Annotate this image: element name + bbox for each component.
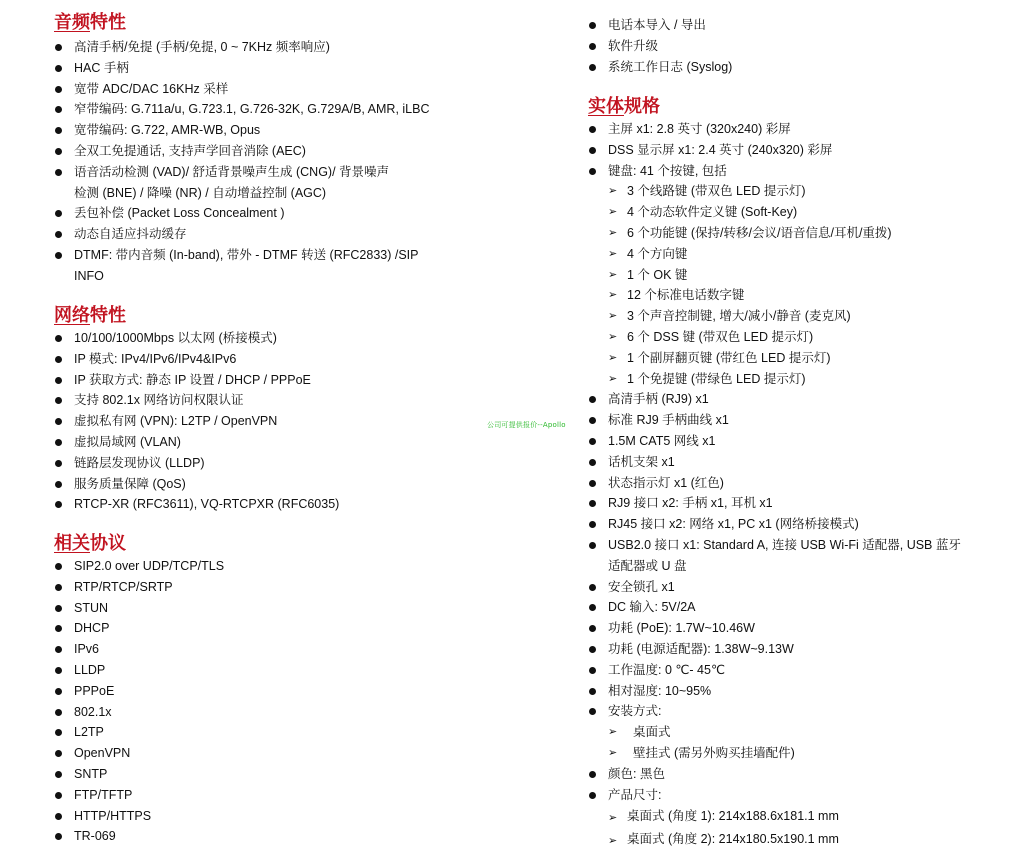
- list-item: 话机支架 x1: [588, 452, 1018, 473]
- section-protocols: [54, 533, 524, 847]
- sub-list-item: ➢ 12 个标准电话数字键: [588, 285, 1018, 306]
- list-item: 安装方式:: [588, 701, 1018, 722]
- list-item: RJ9 接口 x2: 手柄 x1, 耳机 x1: [588, 493, 1018, 514]
- list-item: RJ45 接口 x2: 网络 x1, PC x1 (网络桥接模式): [588, 514, 1018, 535]
- list-item: 系统工作日志 (Syslog): [588, 57, 1018, 78]
- list-item: 10/100/1000Mbps 以太网 (桥接模式): [54, 328, 524, 349]
- list-item: 全双工免提通话, 支持声学回音消除 (AEC): [54, 141, 524, 162]
- heading-specs: 实体规格: [588, 96, 660, 117]
- list-item: HTTP/HTTPS: [54, 806, 524, 827]
- sub-list-item: ➢ 4 个动态软件定义键 (Soft-Key): [588, 202, 1018, 223]
- list-item-line: USB2.0 接口 x1: Standard A, 连接 USB Wi-Fi 适配器, USB 蓝牙: [608, 537, 961, 552]
- sub-list-item: ➢ 1 个 OK 键: [588, 265, 1018, 286]
- sub-list-item: ➢ 壁挂式 (需另外购买挂墙配件): [588, 743, 1018, 764]
- list-item: [54, 245, 524, 287]
- list-item: 相对湿度: 10~95%: [588, 681, 1018, 702]
- list-item-line: DTMF: 带内音频 (In-band), 带外 - DTMF 转送 (RFC2833) /SIP: [74, 247, 419, 262]
- heading-network: 网络特性: [54, 305, 126, 326]
- heading-audio: 音频特性: [54, 12, 126, 33]
- list-item: 链路层发现协议 (LLDP): [54, 453, 524, 474]
- section-audio: [54, 12, 524, 287]
- list-item: 丢包补偿 (Packet Loss Concealment ): [54, 203, 524, 224]
- list-item: 软件升级: [588, 36, 1018, 57]
- list-item-line: INFO: [74, 268, 104, 283]
- sub-list-item: ➢ 1 个免提键 (带绿色 LED 提示灯): [588, 369, 1018, 390]
- list-item: IP 模式: IPv4/IPv6/IPv4&IPv6: [54, 349, 524, 370]
- list-item: DSS 显示屏 x1: 2.4 英寸 (240x320) 彩屏: [588, 140, 1018, 161]
- list-item: 键盘: 41 个按键, 包括: [588, 161, 1018, 182]
- list-item: 宽带 ADC/DAC 16KHz 采样: [54, 79, 524, 100]
- arrow-bullet-icon: ➢: [608, 206, 618, 219]
- list-item-line: 适配器或 U 盘: [608, 558, 687, 573]
- watermark: 公司可提供报价--Apollo: [487, 421, 566, 429]
- list-item-line: 语音活动检测 (VAD)/ 舒适背景噪声生成 (CNG)/ 背景噪声: [74, 164, 390, 179]
- sub-list-item: ➢ 桌面式 (角度 2): 214x180.5x190.1 mm: [588, 828, 1018, 851]
- arrow-bullet-icon: ➢: [608, 310, 618, 323]
- sub-list-item: ➢ 桌面式 (角度 1): 214x188.6x181.1 mm: [588, 805, 1018, 828]
- arrow-bullet-icon: ➢: [608, 726, 618, 739]
- list-item: TR-069: [54, 826, 524, 847]
- list-item: SNTP: [54, 764, 524, 785]
- list-item: 支持 802.1x 网络访问权限认证: [54, 390, 524, 411]
- list-item: 虚拟私有网 (VPN): L2TP / OpenVPN: [54, 411, 524, 432]
- list-item: 电话本导入 / 导出: [588, 15, 1018, 36]
- list-item: RTP/RTCP/SRTP: [54, 577, 524, 598]
- audio-list: [54, 37, 524, 287]
- list-item: L2TP: [54, 722, 524, 743]
- sub-list-item: ➢ 3 个线路键 (带双色 LED 提示灯): [588, 181, 1018, 202]
- arrow-bullet-icon: ➢: [608, 835, 618, 848]
- list-item: IP 获取方式: 静态 IP 设置 / DHCP / PPPoE: [54, 370, 524, 391]
- protocols-list: [54, 556, 524, 847]
- list-item: [588, 535, 1018, 577]
- features-cont-list: [588, 15, 1018, 77]
- arrow-bullet-icon: ➢: [608, 185, 618, 198]
- list-item: DHCP: [54, 618, 524, 639]
- list-item: 工作温度: 0 ℃- 45℃: [588, 660, 1018, 681]
- arrow-bullet-icon: ➢: [608, 812, 618, 825]
- arrow-bullet-icon: ➢: [608, 746, 618, 759]
- list-item: 功耗 (电源适配器): 1.38W~9.13W: [588, 639, 1018, 660]
- list-item: DC 输入: 5V/2A: [588, 597, 1018, 618]
- list-item: 主屏 x1: 2.8 英寸 (320x240) 彩屏: [588, 119, 1018, 140]
- list-item: [54, 162, 524, 204]
- list-item: FTP/TFTP: [54, 785, 524, 806]
- specs-list: [588, 119, 1018, 851]
- list-item: STUN: [54, 598, 524, 619]
- heading-protocols: 相关协议: [54, 533, 126, 554]
- sub-list-item: ➢ 1 个副屏翻页键 (带红色 LED 提示灯): [588, 348, 1018, 369]
- list-item: LLDP: [54, 660, 524, 681]
- arrow-bullet-icon: ➢: [608, 226, 618, 239]
- list-item: 高清手柄/免提 (手柄/免提, 0 ~ 7KHz 频率响应): [54, 37, 524, 58]
- arrow-bullet-icon: ➢: [608, 372, 618, 385]
- list-item: PPPoE: [54, 681, 524, 702]
- list-item: 产品尺寸:: [588, 785, 1018, 806]
- list-item: 虚拟局域网 (VLAN): [54, 432, 524, 453]
- list-item: 功耗 (PoE): 1.7W~10.46W: [588, 618, 1018, 639]
- list-item: 窄带编码: G.711a/u, G.723.1, G.726-32K, G.729A/B, AMR, iLBC: [54, 99, 524, 120]
- sub-list-item: ➢ 6 个功能键 (保持/转移/会议/语音信息/耳机/重拨): [588, 223, 1018, 244]
- list-item: 802.1x: [54, 702, 524, 723]
- list-item: RTCP-XR (RFC3611), VQ-RTCPXR (RFC6035): [54, 494, 524, 515]
- list-item: 标准 RJ9 手柄曲线 x1: [588, 410, 1018, 431]
- list-item: HAC 手柄: [54, 58, 524, 79]
- list-item: 服务质量保障 (QoS): [54, 474, 524, 495]
- list-item: 1.5M CAT5 网线 x1: [588, 431, 1018, 452]
- list-item: SIP2.0 over UDP/TCP/TLS: [54, 556, 524, 577]
- arrow-bullet-icon: ➢: [608, 330, 618, 343]
- sub-list-item: ➢ 3 个声音控制键, 增大/减小/静音 (麦克风): [588, 306, 1018, 327]
- list-item-line: 检测 (BNE) / 降噪 (NR) / 自动增益控制 (AGC): [74, 185, 327, 200]
- arrow-bullet-icon: ➢: [608, 268, 618, 281]
- list-item: 高清手柄 (RJ9) x1: [588, 389, 1018, 410]
- section-network: [54, 305, 524, 515]
- arrow-bullet-icon: ➢: [608, 247, 618, 260]
- list-item: 安全锁孔 x1: [588, 577, 1018, 598]
- list-item: OpenVPN: [54, 743, 524, 764]
- list-item: 颜色: 黑色: [588, 764, 1018, 785]
- list-item: IPv6: [54, 639, 524, 660]
- arrow-bullet-icon: ➢: [608, 351, 618, 364]
- list-item: 动态自适应抖动缓存: [54, 224, 524, 245]
- sub-list-item: ➢ 6 个 DSS 键 (带双色 LED 提示灯): [588, 327, 1018, 348]
- list-item: 状态指示灯 x1 (红色): [588, 473, 1018, 494]
- list-item: 宽带编码: G.722, AMR-WB, Opus: [54, 120, 524, 141]
- network-list: [54, 328, 524, 515]
- sub-list-item: ➢ 4 个方向键: [588, 244, 1018, 265]
- section-specs: [588, 96, 1018, 851]
- sub-list-item: ➢ 桌面式: [588, 722, 1018, 743]
- arrow-bullet-icon: ➢: [608, 289, 618, 302]
